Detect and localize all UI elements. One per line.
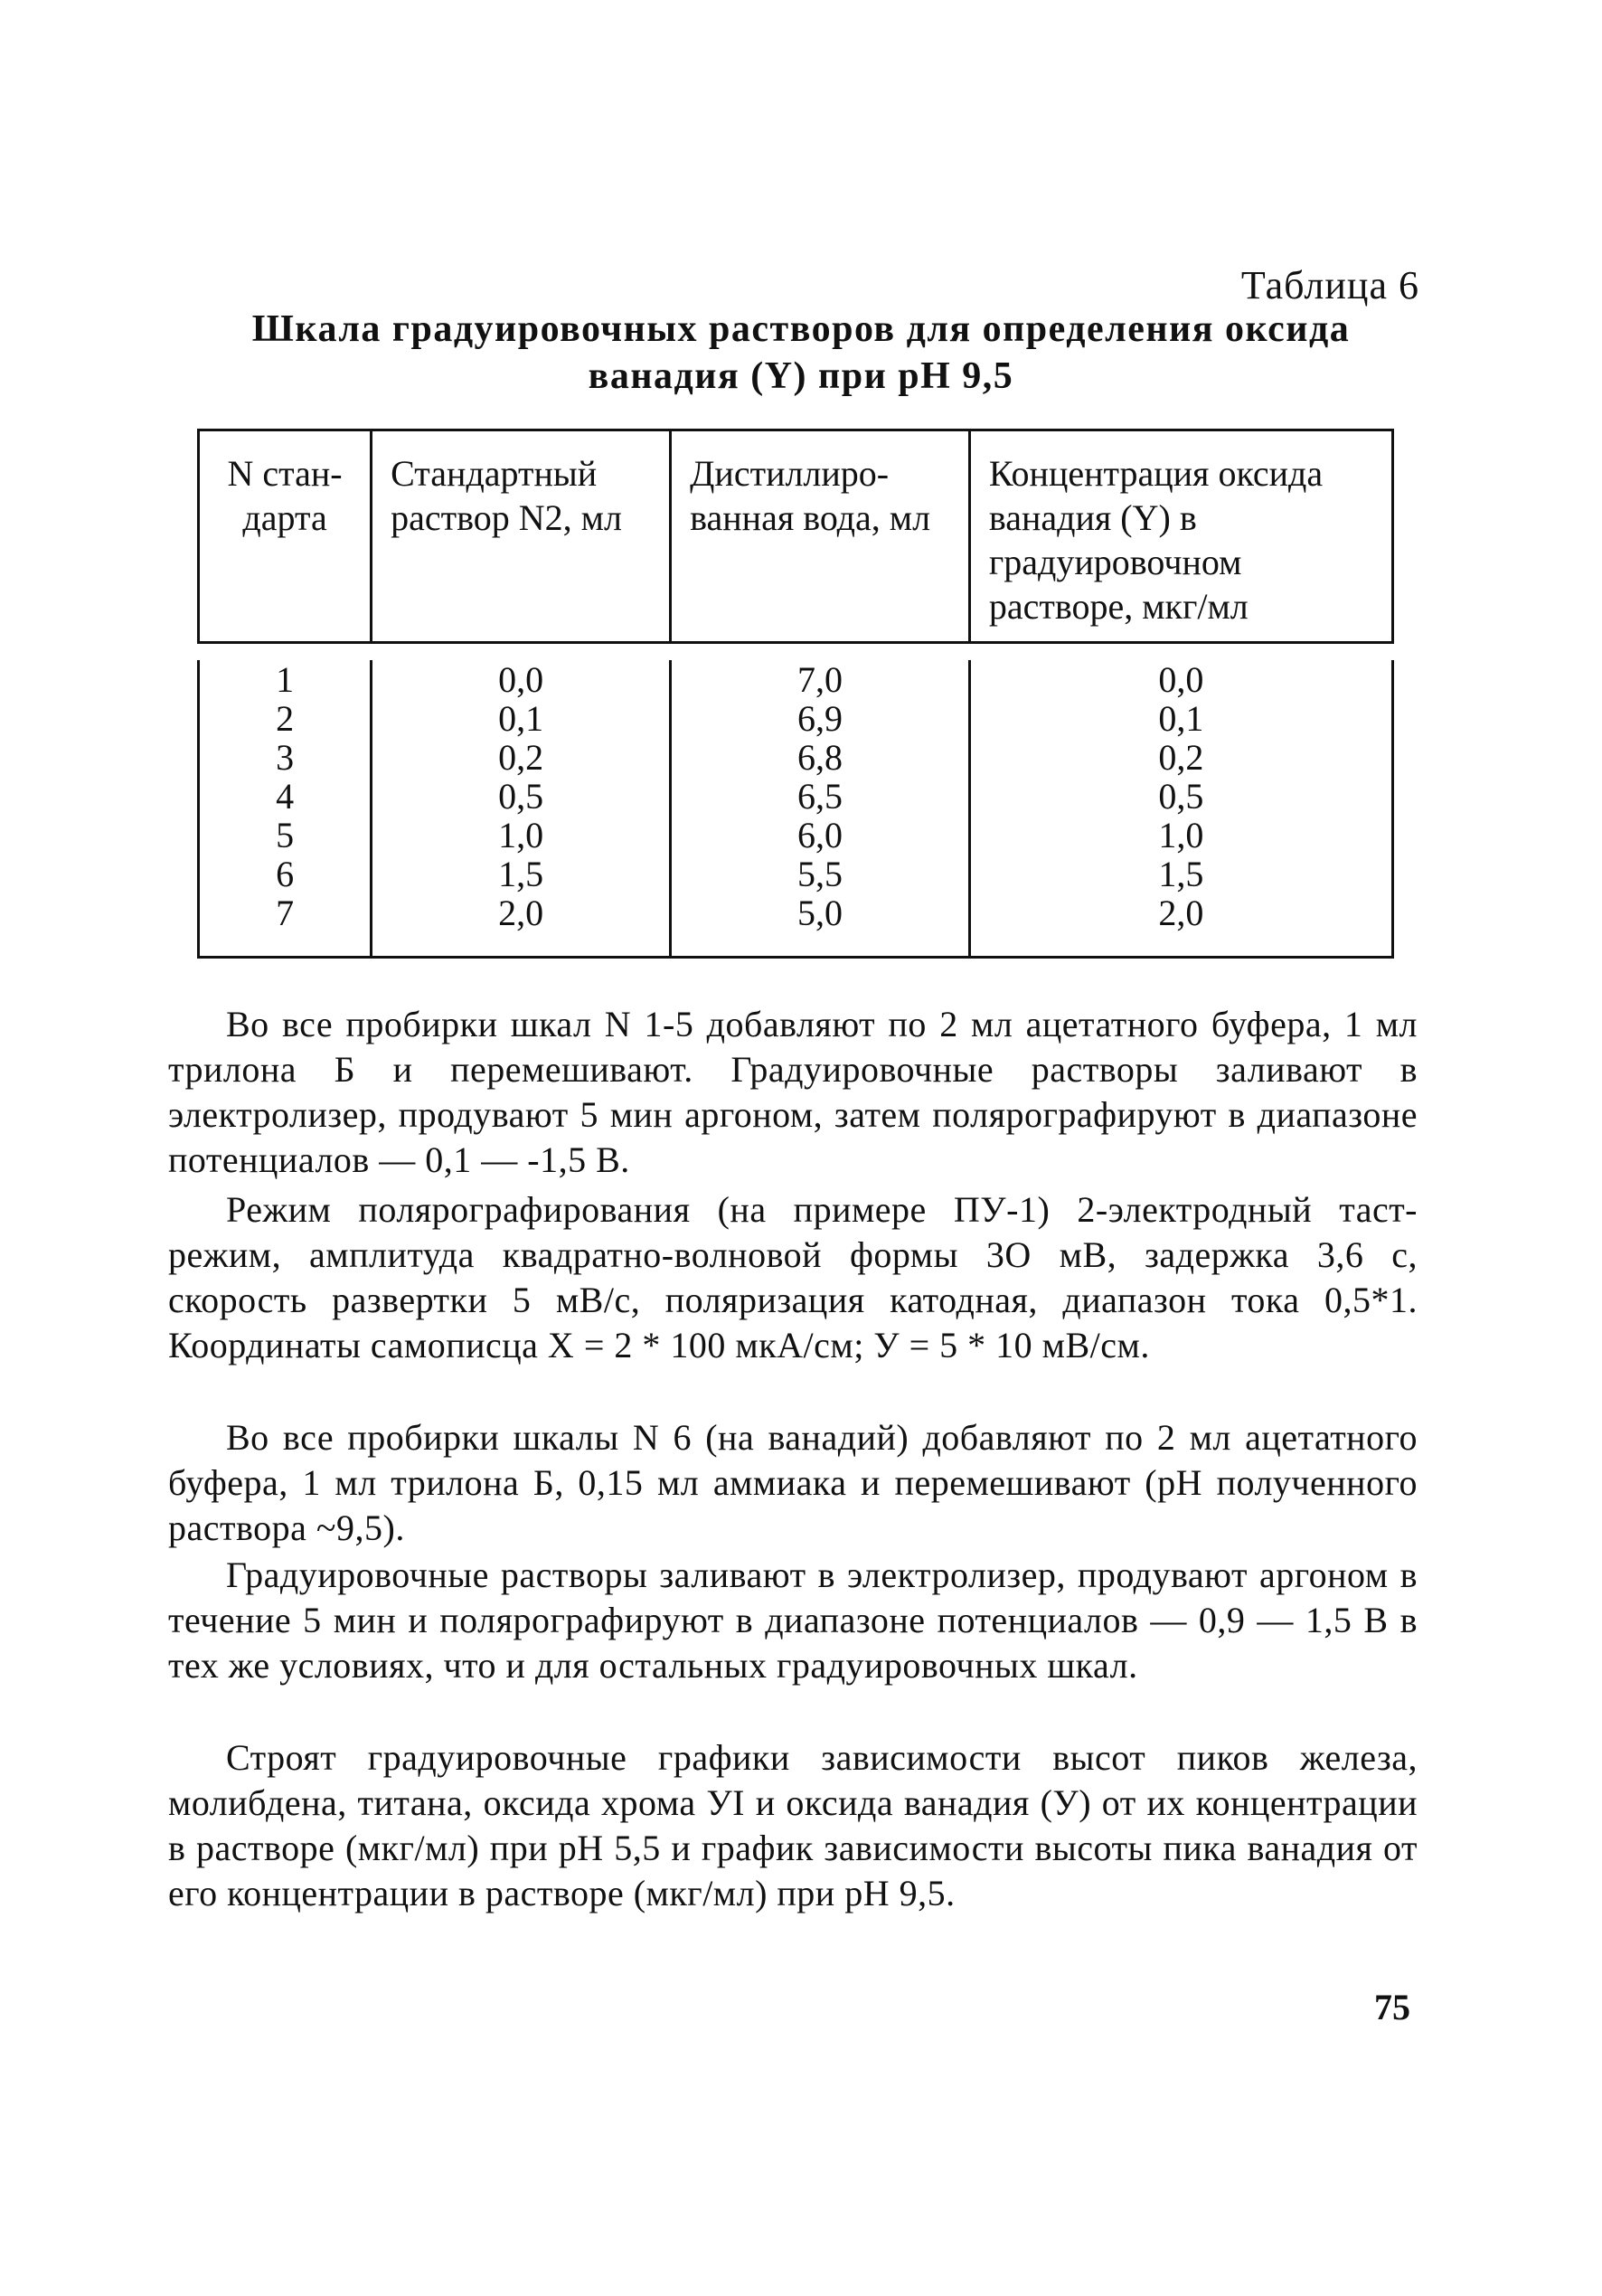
cell-standard-number: 3 [199, 738, 372, 777]
cell-distilled-water: 5,5 [671, 855, 970, 893]
cell-standard-number: 6 [199, 855, 372, 893]
table-row [199, 738, 1393, 777]
cell-standard-number: 1 [199, 660, 372, 699]
cell-concentration: 1,0 [969, 816, 1392, 855]
cell-concentration: 0,1 [969, 699, 1392, 738]
header-standard-number: N стан- дарта [199, 430, 372, 643]
cell-standard-solution: 0,0 [372, 660, 671, 699]
cell-standard-solution: 0,5 [372, 777, 671, 816]
header-distilled-water: Дистиллиро- ванная вода, мл [671, 430, 970, 643]
table-title: Шкала градуировочных растворов для определения оксида ванадия (Y) при pH 9,5 [251, 308, 1351, 397]
table-spacer [199, 643, 1393, 661]
cell-distilled-water: 6,8 [671, 738, 970, 777]
paragraph-vanadium-scale: Во все пробирки шкалы N 6 (на ванадий) добавляют по 2 мл ацетатного буфера, 1 мл трилона Б, 0,15 мл аммиака и перемешивают (pH полученного раствора ~9,5). [168, 1417, 1418, 1548]
cell-standard-solution: 1,0 [372, 816, 671, 855]
cell-standard-number: 5 [199, 816, 372, 855]
page-number: 75 [1374, 1987, 1410, 2027]
paragraph-buffer-addition: Во все пробирки шкал N 1-5 добавляют по 2 мл ацетатного буфера, 1 мл трилона Б и перемешивают. Градуировочные растворы заливают в электролизер, продувают 5 мин аргоном, затем полярографируют в диапазоне потенциалов — 0,1 — -1,5 В. [168, 1004, 1418, 1180]
paragraph-electrolyzer: Градуировочные растворы заливают в электролизер, продувают аргоном в течение 5 мин и полярографируют в диапазоне потенциалов — 0,9 — 1,5 В в тех же условиях, что и для остальных градуировочных шкал. [168, 1554, 1418, 1686]
cell-standard-solution: 2,0 [372, 893, 671, 958]
table-header-row [199, 430, 1393, 643]
header-standard-solution: Стандартный раствор N2, мл [372, 430, 671, 643]
table-row [199, 777, 1393, 816]
table-row [199, 660, 1393, 699]
table-header [199, 430, 1393, 643]
cell-standard-solution: 0,2 [372, 738, 671, 777]
cell-distilled-water: 6,0 [671, 816, 970, 855]
cell-concentration: 1,5 [969, 855, 1392, 893]
header-concentration: Концентрация оксида ванадия (Y) в градуировочном растворе, мкг/мл [969, 430, 1392, 643]
cell-standard-number: 2 [199, 699, 372, 738]
table-row [199, 816, 1393, 855]
cell-concentration: 0,5 [969, 777, 1392, 816]
cell-distilled-water: 5,0 [671, 893, 970, 958]
paragraph-polarography-mode: Режим полярографирования (на примере ПУ-1) 2-электродный таст-режим, амплитуда квадратно-волновой формы 3О мВ, задержка 3,6 с, скорость развертки 5 мВ/с, поляризация катодная, диапазон тока 0,5*1. Координаты самописца Х = 2 * 100 мкА/см; У = 5 * 10 мВ/см. [168, 1189, 1418, 1365]
paragraph-calibration-graphs: Строят градуировочные графики зависимости высот пиков железа, молибдена, титана, оксида хрома УI и оксида ванадия (У) от их концентрации в растворе (мкг/мл) при pH 5,5 и график зависимости высоты пика ванадия от его концентрации в растворе (мкг/мл) при pH 9,5. [168, 1737, 1418, 1913]
table-row [199, 893, 1393, 958]
cell-concentration: 0,2 [969, 738, 1392, 777]
cell-distilled-water: 7,0 [671, 660, 970, 699]
table-row [199, 855, 1393, 893]
calibration-table [197, 429, 1394, 959]
cell-standard-number: 4 [199, 777, 372, 816]
table-row [199, 699, 1393, 738]
cell-concentration: 0,0 [969, 660, 1392, 699]
table-body [199, 643, 1393, 958]
cell-concentration: 2,0 [969, 893, 1392, 958]
table-label: Таблица 6 [1240, 263, 1419, 307]
cell-distilled-water: 6,5 [671, 777, 970, 816]
cell-standard-solution: 0,1 [372, 699, 671, 738]
cell-distilled-water: 6,9 [671, 699, 970, 738]
cell-standard-solution: 1,5 [372, 855, 671, 893]
cell-standard-number: 7 [199, 893, 372, 958]
